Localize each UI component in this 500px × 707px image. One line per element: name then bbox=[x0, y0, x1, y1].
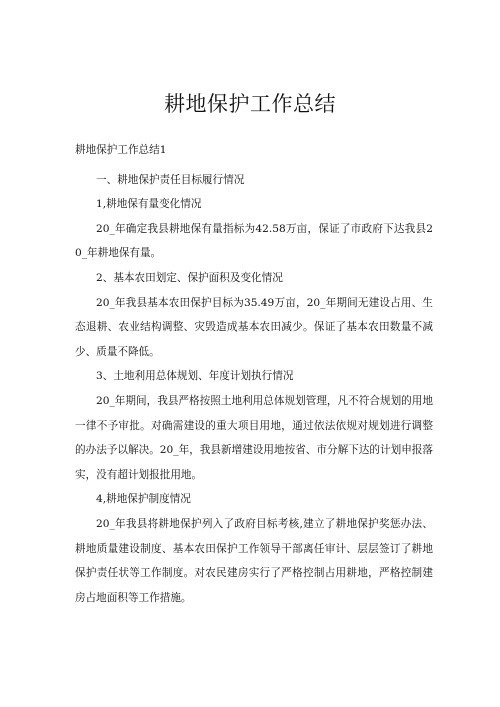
body-paragraph: 20_年确定我县耕地保有量指标为42.58万亩，保证了市政府下达我县20_年耕地保有量。 bbox=[75, 222, 433, 260]
section-heading: 一、耕地保护责任目标履行情况 bbox=[96, 173, 245, 186]
body-paragraph: 20_年期间，我县严格按照土地利用总体规划管理，凡不符合规划的用地一律不予审批。对确需建设的重大项目用地，通过依法依规对规划进行调整的办法予以解决。20_年，我县新增建设用地按省、市分解下达的计划申报落实，没有超计划报批用地。 bbox=[75, 394, 433, 481]
document-title: 耕地保护工作总结 bbox=[164, 92, 336, 116]
subsection-heading: 4,耕地保护制度情况 bbox=[96, 493, 191, 506]
document-body bbox=[75, 138, 433, 610]
subsection-heading: 3、土地利用总体规划、年度计划执行情况 bbox=[96, 370, 294, 383]
subsection-heading: 2、基本农田划定、保护面积及变化情况 bbox=[96, 271, 283, 284]
body-paragraph: 20_年我县基本农田保护目标为35.49万亩，20_年期间无建设占用、生态退耕、农业结构调整、灾毁造成基本农田减少。保证了基本农田数量不减少、质量不降低。 bbox=[75, 296, 433, 358]
subsection-heading: 1,耕地保有量变化情况 bbox=[96, 198, 202, 211]
body-paragraph: 20_年我县将耕地保护列入了政府目标考核,建立了耕地保护奖惩办法、耕地质量建设制度、基本农田保护工作领导干部离任审计、层层签订了耕地保护责任状等工作制度。对农民建房实行了严格控制占用耕地，严格控制建房占地面积等工作措施。 bbox=[75, 517, 433, 604]
document-subtitle: 耕地保护工作总结1 bbox=[75, 144, 167, 156]
